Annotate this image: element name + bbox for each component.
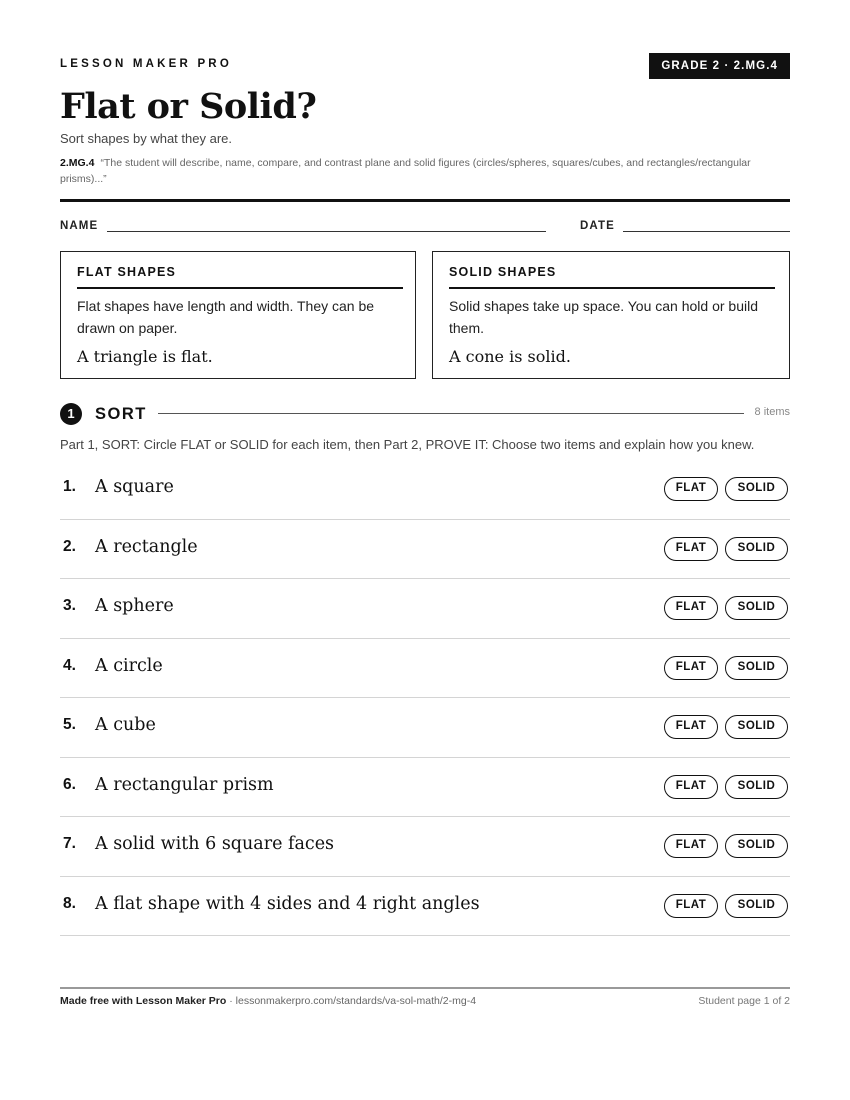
sort-item [60,520,790,580]
flat-shapes-title: FLAT SHAPES [77,265,177,279]
date-label: DATE [580,220,615,232]
date-field[interactable] [623,231,790,232]
solid-option-button[interactable]: SOLID [725,894,788,918]
worksheet-page [60,0,790,1100]
solid-shapes-example: A cone is solid. [449,347,571,366]
sort-item [60,877,790,937]
flat-option-button[interactable]: FLAT [664,775,718,799]
name-field[interactable] [107,231,546,232]
section-divider [158,413,744,414]
item-number: 6. [63,775,76,793]
solid-option-button[interactable]: SOLID [725,834,788,858]
solid-option-button[interactable]: SOLID [725,537,788,561]
standard-text: “The student will describe, name, compare, and contrast plane and solid figures (circles/spheres, squares/cubes, and rectangles/rectangular prisms)...” [60,157,751,185]
solid-option-button[interactable]: SOLID [725,715,788,739]
footer-divider [60,987,790,989]
sort-item [60,639,790,699]
item-text: A flat shape with 4 sides and 4 right angles [95,893,480,914]
footer-credit [60,995,476,1007]
flat-shapes-box [60,251,416,379]
item-text: A square [95,477,174,497]
item-number: 7. [63,835,76,852]
flat-shapes-example: A triangle is flat. [77,347,213,366]
item-text: A rectangle [95,536,198,557]
section-instructions: Part 1, SORT: Circle FLAT or SOLID for each item, then Part 2, PROVE IT: Choose two items and explain how you knew. [60,437,755,452]
flat-option-button[interactable]: FLAT [664,834,718,858]
box-divider [449,287,775,289]
sort-item [60,579,790,639]
item-number: 5. [63,716,76,733]
sort-item [60,758,790,818]
solid-shapes-box [432,251,790,379]
solid-shapes-title: SOLID SHAPES [449,265,557,279]
standard-code: 2.MG.4 [60,157,95,169]
flat-shapes-definition: Flat shapes have length and width. They can be drawn on paper. [77,298,375,336]
item-number: 3. [63,597,76,614]
page-title: Flat or Solid? [60,86,317,127]
flat-option-button[interactable]: FLAT [664,537,718,561]
brand-name: LESSON MAKER PRO [60,58,232,70]
grade-badge: GRADE 2 · 2.MG.4 [649,53,790,79]
flat-option-button[interactable]: FLAT [664,894,718,918]
item-text: A circle [95,655,163,676]
item-text: A sphere [95,596,174,616]
item-text: A solid with 6 square faces [95,834,335,854]
flat-option-button[interactable]: FLAT [664,477,718,501]
item-number: 8. [63,894,76,912]
sort-item [60,460,790,520]
box-divider [77,287,403,289]
sort-item [60,817,790,877]
item-number: 4. [63,656,76,674]
sort-item [60,698,790,758]
footer-url: · lessonmakerpro.com/standards/va-sol-math/2-mg-4 [226,995,477,1007]
standard-description [60,155,760,187]
item-number: 1. [63,478,76,495]
footer-made-with: Made free with Lesson Maker Pro [60,995,227,1007]
solid-option-button[interactable]: SOLID [725,656,788,680]
section-number-badge: 1 [60,403,82,425]
solid-option-button[interactable]: SOLID [725,775,788,799]
flat-option-button[interactable]: FLAT [664,715,718,739]
section-item-count: 8 items [754,406,790,418]
page-subtitle: Sort shapes by what they are. [60,131,232,146]
sort-items-list [60,460,790,936]
section-title: SORT [95,405,147,423]
item-text: A cube [95,715,156,735]
header-divider [60,199,790,202]
name-label: NAME [60,220,99,232]
page-number: Student page 1 of 2 [698,995,790,1007]
flat-option-button[interactable]: FLAT [664,596,718,620]
item-number: 2. [63,537,76,555]
flat-option-button[interactable]: FLAT [664,656,718,680]
solid-option-button[interactable]: SOLID [725,596,788,620]
solid-option-button[interactable]: SOLID [725,477,788,501]
item-text: A rectangular prism [95,774,274,795]
solid-shapes-definition: Solid shapes take up space. You can hold or build them. [449,298,759,336]
